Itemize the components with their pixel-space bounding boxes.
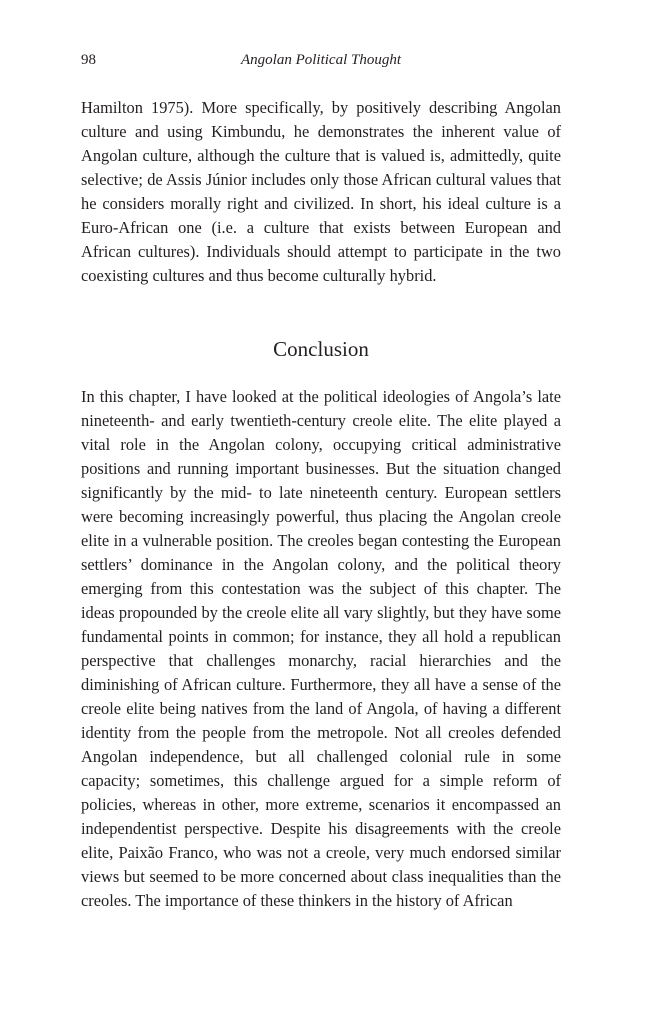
body-paragraph-continuation: [81, 96, 561, 288]
running-title: Angolan Political Thought: [241, 52, 401, 68]
paragraph-text: Hamilton 1975). More specifically, by positively describing Angolan culture and using Kimbundu, he demonstrates the inherent value of Angolan culture, although the culture that is valued is, admittedly, quite selective; de Assis Júnior includes only those African cultural values that he considers morally right and civilized. In short, his ideal culture is a Euro-African one (i.e. a culture that exists between European and African cultures). Individuals should attempt to participate in the two coexisting cultures and thus become culturally hybrid.: [81, 98, 561, 285]
page-number: 98: [81, 52, 96, 68]
section-heading: Conclusion: [273, 337, 369, 361]
paragraph-text: In this chapter, I have looked at the political ideologies of Angola’s late nineteenth- and early twentieth-century creole elite. The elite played a vital role in the Angolan colony, occupying critical administrative positions and running important businesses. But the situation changed significantly by the mid- to late nineteenth century. European settlers were becoming increasingly powerful, thus placing the Angolan creole elite in a vulnerable position. The creoles began contesting the European settlers’ dominance in the Angolan colony, and the political theory emerging from this contestation was the subject of this chapter. The ideas propounded by the creole elite all vary slightly, but they have some fundamental points in common; for instance, they all hold a republican perspective that challenges monarchy, racial hierarchies and the diminishing of African culture. Furthermore, they all have a sense of the creole elite being natives from the land of Angola, of having a different identity from the people from the metropole. Not all creoles defended Angolan independence, but all challenged colonial rule in some capacity; sometimes, this challenge argued for a simple reform of policies, whereas in other, more extreme, scenarios it encompassed an independentist perspective. Despite his disagreements with the creole elite, Paixão Franco, who was not a creole, very much endorsed similar views but seemed to be more concerned about class inequalities than the creoles. The importance of these thinkers in the history of African: [81, 387, 561, 910]
running-head: [81, 52, 561, 72]
body-paragraph-conclusion: [81, 385, 561, 913]
